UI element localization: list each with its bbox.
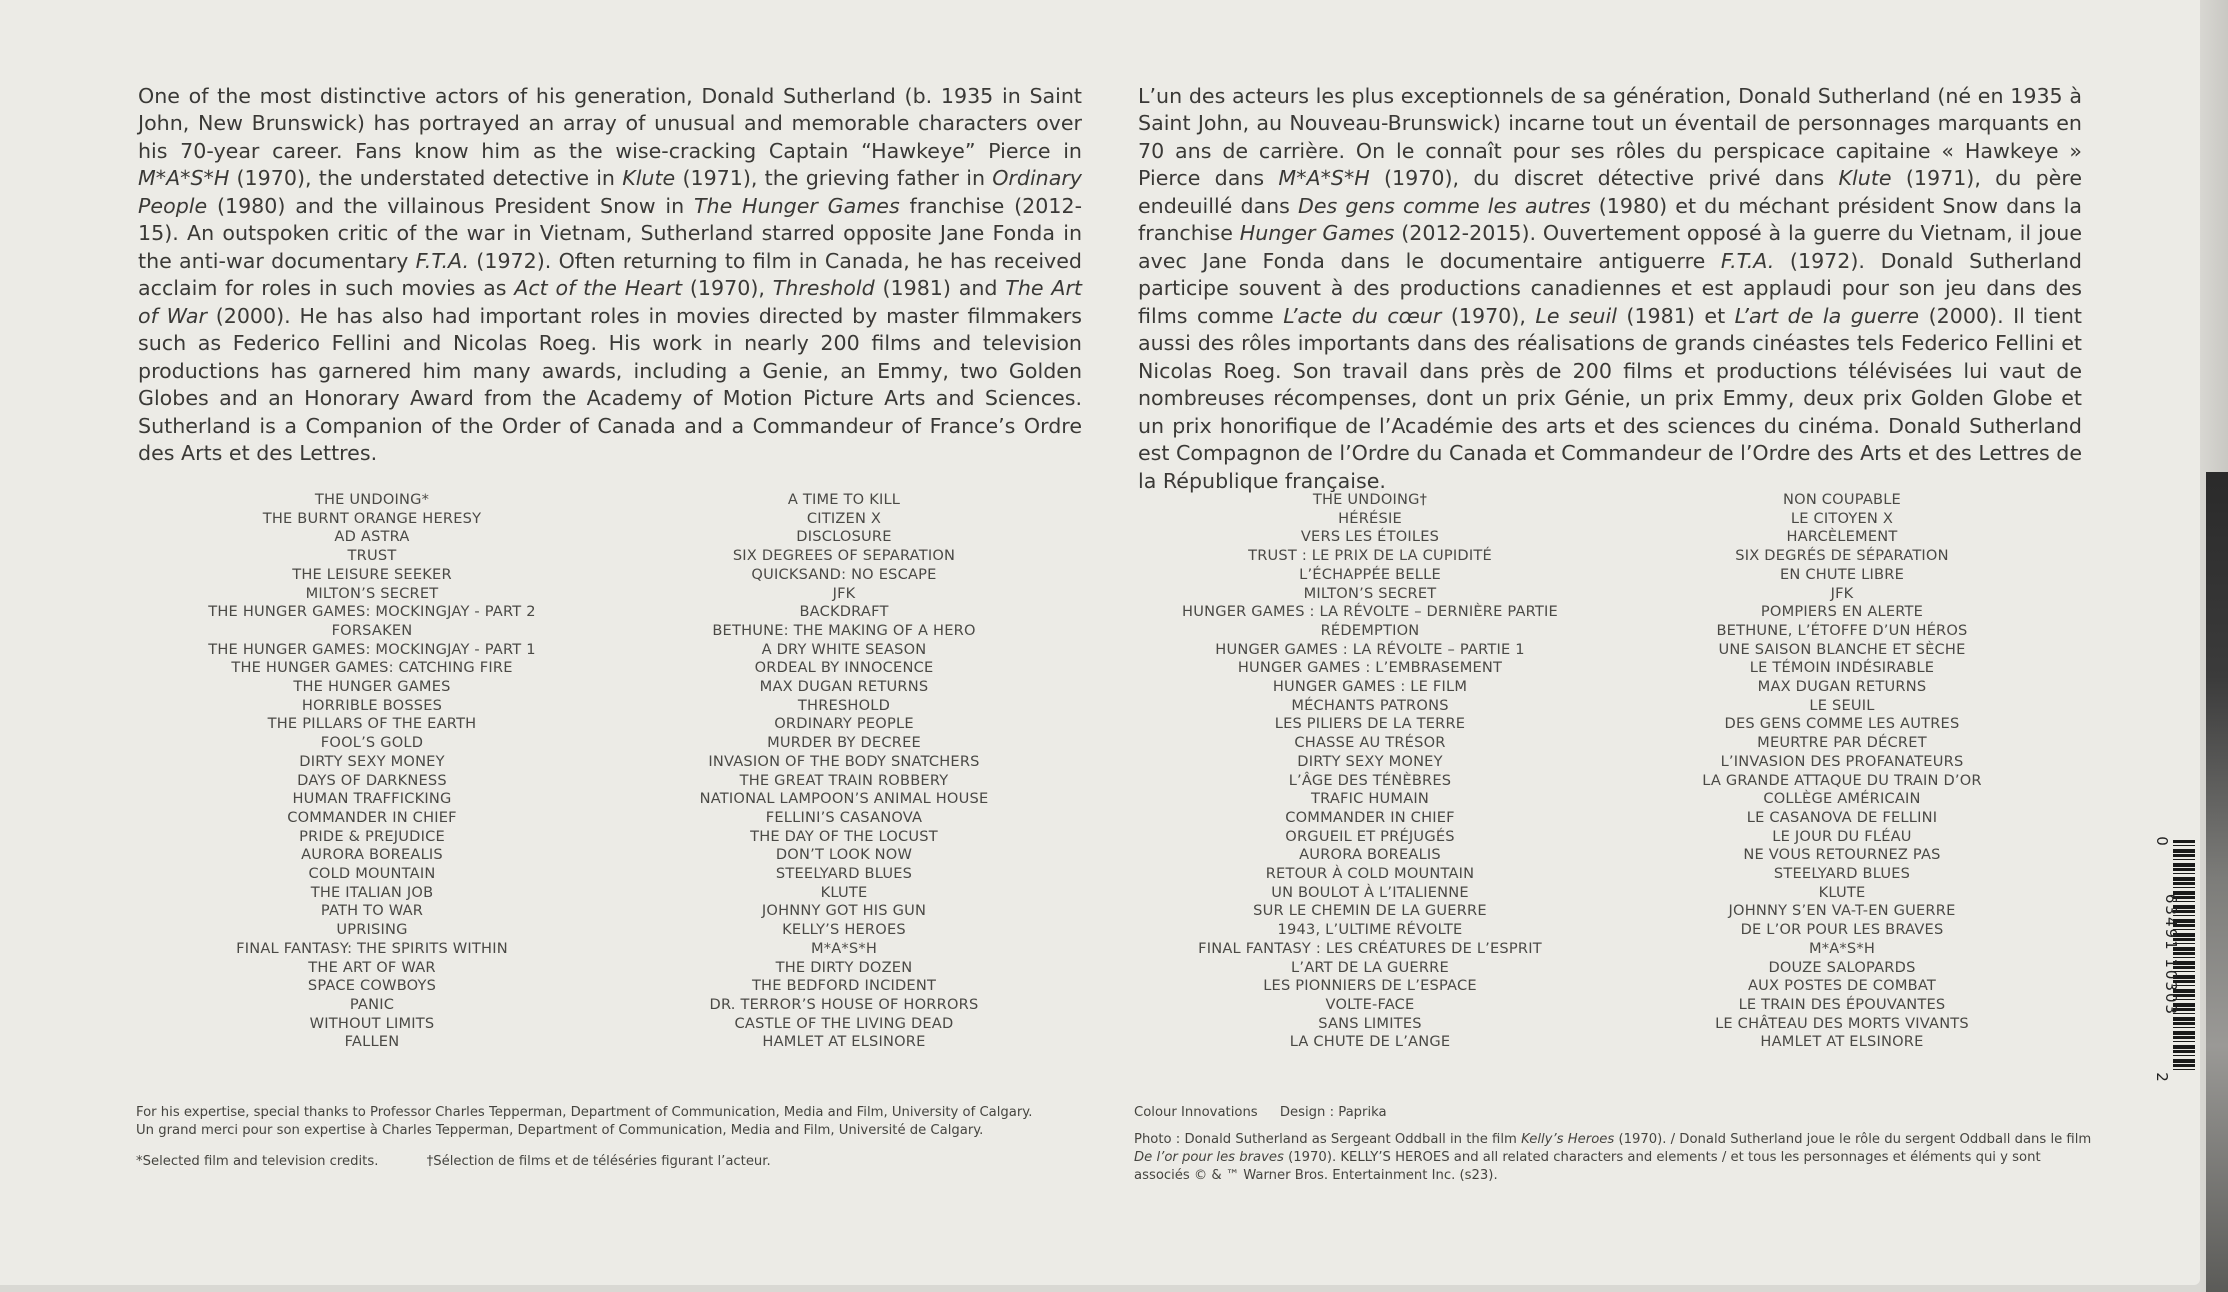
barcode-digits: 63491 10303 (2162, 893, 2180, 1017)
credit-title: BETHUNE, L’ÉTOFFE D’UN HÉROS (1716, 621, 1968, 639)
credit-title: HUNGER GAMES : LE FILM (1272, 678, 1468, 696)
credit-title: NATIONAL LAMPOON’S ANIMAL HOUSE (699, 790, 989, 808)
credit-title: THE PILLARS OF THE EARTH (267, 715, 477, 733)
credit-title: LE TÉMOIN INDÉSIRABLE (1749, 659, 1935, 677)
credit-title: LE TRAIN DES ÉPOUVANTES (1738, 995, 1946, 1013)
credit-title: UPRISING (336, 921, 408, 939)
credit-title: THE BURNT ORANGE HERESY (262, 509, 482, 527)
credit-title: THE HUNGER GAMES: MOCKINGJAY - PART 1 (208, 640, 536, 658)
credit-title: THE ITALIAN JOB (310, 883, 434, 901)
credit-title: HORRIBLE BOSSES (301, 696, 443, 714)
credit-title: TRUST : LE PRIX DE LA CUPIDITÉ (1248, 547, 1492, 565)
credit-title: SPACE COWBOYS (307, 977, 437, 995)
credit-title: AURORA BOREALIS (301, 846, 443, 864)
credit-title: LA GRANDE ATTAQUE DU TRAIN D’OR (1702, 771, 1982, 789)
credit-title: CITIZEN X (806, 509, 882, 527)
barcode-last-digit: 2 (2152, 1072, 2171, 1082)
credit-title: PATH TO WAR (320, 902, 424, 920)
credit-title: WITHOUT LIMITS (309, 1014, 435, 1032)
credit-title: THE ART OF WAR (308, 958, 436, 976)
credit-title: RÉDEMPTION (1320, 621, 1420, 639)
credit-title: HÉRÉSIE (1338, 509, 1402, 527)
credit-title: JOHNNY GOT HIS GUN (761, 902, 927, 920)
credit-title: L’ART DE LA GUERRE (1291, 958, 1449, 976)
credit-title: LES PILIERS DE LA TERRE (1274, 715, 1466, 733)
credit-title: HARCÈLEMENT (1786, 528, 1898, 546)
credit-title: DON’T LOOK NOW (775, 846, 913, 864)
credit-title: COMMANDER IN CHIEF (287, 808, 457, 826)
credit-title: JOHNNY S’EN VA-T-EN GUERRE (1728, 902, 1956, 920)
credit-title: LES PIONNIERS DE L’ESPACE (1263, 977, 1477, 995)
acknowledgement (136, 1104, 1096, 1140)
acknowledgement-en: For his expertise, special thanks to Professor Charles Tepperman, Department of Communication, Media and Film, University of Calgary. (136, 1105, 1033, 1120)
credit-title: LE SEUIL (1809, 696, 1875, 714)
credit-title: LA CHUTE DE L’ANGE (1289, 1033, 1451, 1051)
credit-title: HUMAN TRAFFICKING (292, 790, 452, 808)
credit-title: CHASSE AU TRÉSOR (1294, 734, 1446, 752)
barcode (2152, 830, 2197, 1082)
credit-title: BACKDRAFT (799, 603, 889, 621)
credit-title: SUR LE CHEMIN DE LA GUERRE (1253, 902, 1487, 920)
acknowledgement-fr: Un grand merci pour son expertise à Charles Tepperman, Department of Communication, Media and Film, Université de Calgary. (136, 1123, 984, 1138)
credit-title: UNE SAISON BLANCHE ET SÈCHE (1718, 640, 1966, 658)
credit-title: LE CHÂTEAU DES MORTS VIVANTS (1715, 1014, 1969, 1032)
credit-title: AURORA BOREALIS (1299, 846, 1441, 864)
credit-title: UN BOULOT À L’ITALIENNE (1271, 883, 1469, 901)
credit-title: THE UNDOING* (314, 491, 430, 508)
credit-title: HAMLET AT ELSINORE (1760, 1033, 1924, 1051)
credit-title: A DRY WHITE SEASON (761, 640, 927, 658)
credits-list-en-2 (644, 491, 1044, 1052)
credit-title: CASTLE OF THE LIVING DEAD (734, 1014, 954, 1032)
credit-title: A TIME TO KILL (787, 491, 901, 508)
credit-title: HAMLET AT ELSINORE (762, 1033, 926, 1051)
credit-title: MEURTRE PAR DÉCRET (1757, 734, 1927, 752)
credits-list-fr-2 (1642, 491, 2042, 1052)
credit-title: L’INVASION DES PROFANATEURS (1720, 752, 1964, 770)
credit-title: KELLY’S HEROES (782, 921, 906, 939)
credit-title: DAYS OF DARKNESS (297, 771, 447, 789)
credit-title: FELLINI’S CASANOVA (765, 808, 923, 826)
credit-title: L’ÂGE DES TÉNÈBRES (1288, 771, 1452, 789)
credit-title: THE UNDOING† (1312, 491, 1428, 508)
credit-title: NON COUPABLE (1783, 491, 1901, 508)
credit-title: MAX DUGAN RETURNS (1757, 678, 1927, 696)
credit-title: SIX DEGREES OF SEPARATION (732, 547, 956, 565)
credit-title: THE HUNGER GAMES: MOCKINGJAY - PART 2 (208, 603, 536, 621)
credit-title: ORGUEIL ET PRÉJUGÉS (1285, 827, 1455, 845)
footnotes (136, 1153, 1096, 1171)
credit-title: COMMANDER IN CHIEF (1285, 808, 1455, 826)
credit-title: THE HUNGER GAMES: CATCHING FIRE (231, 659, 513, 677)
credit-title: DIRTY SEXY MONEY (1297, 752, 1443, 770)
credit-title: NE VOUS RETOURNEZ PAS (1743, 846, 1941, 864)
stamp-photo-edge (2206, 472, 2228, 1292)
credit-title: DIRTY SEXY MONEY (299, 752, 445, 770)
credit-title: STEELYARD BLUES (775, 865, 913, 883)
credit-title: STEELYARD BLUES (1773, 865, 1911, 883)
credit-title: COLD MOUNTAIN (308, 865, 436, 883)
credit-title: THE DAY OF THE LOCUST (750, 827, 938, 845)
credit-title: MAX DUGAN RETURNS (759, 678, 929, 696)
credit-title: THE BEDFORD INCIDENT (751, 977, 937, 995)
credit-title: QUICKSAND: NO ESCAPE (751, 565, 937, 583)
credit-title: COLLÈGE AMÉRICAIN (1763, 790, 1921, 808)
credit-title: DR. TERROR’S HOUSE OF HORRORS (709, 995, 979, 1013)
credit-title: INVASION OF THE BODY SNATCHERS (708, 752, 980, 770)
credit-title: FALLEN (344, 1033, 400, 1051)
credit-title: MILTON’S SECRET (1303, 584, 1437, 602)
credit-title: KLUTE (1818, 883, 1866, 901)
credit-title: THRESHOLD (797, 696, 891, 714)
credit-title: RETOUR À COLD MOUNTAIN (1265, 865, 1475, 883)
credit-title: TRUST (347, 547, 397, 565)
bio-english: One of the most distinctive actors of his generation, Donald Sutherland (b. 1935 in Saint John, New Brunswick) has portrayed an array of unusual and memorable characters over his 70-year career. Fans know him as the wise-cracking Captain “Hawkeye” Pierce in M*A*S*H (1970), the understated detective in Klute (1971), the grieving father in Ordinary People (1980) and the villainous President Snow in The Hunger Games franchise (2012-15). An outspoken critic of the war in Vietnam, Sutherland starred opposite Jane Fonda in the anti-war documentary F.T.A. (1972). Often returning to film in Canada, he has received acclaim for roles in such movies as Act of the Heart (1970), Threshold (1981) and The Art of War (2000). He has also had important roles in movies directed by master filmmakers such as Federico Fellini and Nicolas Roeg. His work in nearly 200 films and television productions has garnered him many awards, including a Genie, an Emmy, two Golden Globes and an Honorary Award from the Academy of Motion Picture Arts and Sciences. Sutherland is a Companion of the Order of Canada and a Commandeur of France’s Ordre des Arts et des Lettres. (138, 83, 1082, 466)
credit-title: DE L’OR POUR LES BRAVES (1740, 921, 1944, 939)
credit-title: TRAFIC HUMAIN (1310, 790, 1430, 808)
credit-title: AUX POSTES DE COMBAT (1747, 977, 1937, 995)
footnote-en: *Selected film and television credits. (136, 1154, 379, 1169)
credit-title: EN CHUTE LIBRE (1779, 565, 1904, 583)
credit-title: MÉCHANTS PATRONS (1291, 696, 1449, 714)
credit-title: M*A*S*H (810, 939, 878, 957)
credit-title: DES GENS COMME LES AUTRES (1724, 715, 1960, 733)
credit-title: PANIC (349, 995, 395, 1013)
credit-title: BETHUNE: THE MAKING OF A HERO (712, 621, 976, 639)
printer-credit: Colour Innovations (1134, 1105, 1258, 1120)
credit-title: ORDINARY PEOPLE (774, 715, 914, 733)
credit-title: MILTON’S SECRET (305, 584, 439, 602)
barcode-first-digit: 0 (2152, 836, 2171, 846)
credits-list-fr-1 (1160, 491, 1580, 1052)
credit-title: FORSAKEN (331, 621, 413, 639)
credit-title: JFK (1830, 584, 1854, 602)
credit-title: HUNGER GAMES : LA RÉVOLTE – PARTIE 1 (1215, 640, 1525, 658)
credit-title: FOOL’S GOLD (320, 734, 424, 752)
design-credit: Design : Paprika (1279, 1105, 1387, 1120)
bio-french: L’un des acteurs les plus exceptionnels de sa génération, Donald Sutherland (né en 1935 à Saint John, au Nouveau-Brunswick) incarne tout un éventail de personnages marquants en 70 ans de carrière. On le connaît pour ses rôles du perspicace capitaine « Hawkeye » Pierce dans M*A*S*H (1970), du discret détective privé dans Klute (1971), du père endeuillé dans Des gens comme les autres (1980) et du méchant président Snow dans la franchise Hunger Games (2012-2015). Ouvertement opposé à la guerre du Vietnam, il joue avec Jane Fonda dans le documentaire antiguerre F.T.A. (1972). Donald Sutherland participe souvent à des productions canadiennes et est applaudi pour son jeu dans des films comme L’acte du cœur (1970), Le seuil (1981) et L’art de la guerre (2000). Il tient aussi des rôles importants dans des réalisations de grands cinéastes tels Federico Fellini et Nicolas Roeg. Son travail dans près de 200 films et productions télévisées lui vaut de nombreuses récompenses, dont un prix Génie, un prix Emmy, deux prix Golden Globe et un prix honorifique de l’Académie des arts et des sciences du cinéma. Donald Sutherland est Compagnon de l’Ordre du Canada et Commandeur de l’Ordre des Arts et des Lettres de la République française. (1138, 83, 2083, 493)
credit-title: AD ASTRA (334, 528, 410, 546)
credit-title: PRIDE & PREJUDICE (299, 827, 445, 845)
credit-title: FINAL FANTASY: THE SPIRITS WITHIN (236, 939, 508, 957)
credits-list-en-1 (172, 491, 572, 1052)
credit-title: THE HUNGER GAMES (293, 678, 451, 696)
credit-title: POMPIERS EN ALERTE (1760, 603, 1924, 621)
photo-credit: Photo : Donald Sutherland as Sergeant Oddball in the film Kelly’s Heroes (1970). / Donald Sutherland joue le rôle du sergent Oddball dans le film De l’or pour les braves (1970). KELLY’S HEROES and all related characters and elements / et tous les personnages et éléments qui y sont associés © & ™ Warner Bros. Entertainment Inc. (s23). (1134, 1132, 2092, 1183)
credit-title: KLUTE (820, 883, 868, 901)
credit-title: HUNGER GAMES : L’EMBRASEMENT (1237, 659, 1503, 677)
credit-title: THE DIRTY DOZEN (775, 958, 913, 976)
credit-title: 1943, L’ULTIME RÉVOLTE (1277, 921, 1463, 939)
credit-title: MURDER BY DECREE (767, 734, 921, 752)
footnote-fr: †Sélection de films et de téléséries figurant l’acteur. (426, 1154, 771, 1169)
credit-title: VERS LES ÉTOILES (1300, 528, 1440, 546)
credit-title: SIX DEGRÉS DE SÉPARATION (1735, 547, 1949, 565)
credit-title: M*A*S*H (1808, 939, 1876, 957)
credit-title: SANS LIMITES (1318, 1014, 1422, 1032)
credit-title: DOUZE SALOPARDS (1768, 958, 1916, 976)
credit-title: THE GREAT TRAIN ROBBERY (739, 771, 949, 789)
production-credits (1134, 1104, 1934, 1122)
credit-title: LE JOUR DU FLÉAU (1772, 827, 1912, 845)
credit-title: HUNGER GAMES : LA RÉVOLTE – DERNIÈRE PARTIE (1182, 603, 1558, 621)
credit-title: THE LEISURE SEEKER (292, 565, 452, 583)
credit-title: LE CITOYEN X (1790, 509, 1894, 527)
credit-title: JFK (832, 584, 856, 602)
credit-title: VOLTE-FACE (1325, 995, 1415, 1013)
credit-title: FINAL FANTASY : LES CRÉATURES DE L’ESPRIT (1198, 939, 1542, 957)
credit-title: ORDEAL BY INNOCENCE (754, 659, 934, 677)
credit-title: DISCLOSURE (796, 528, 892, 546)
credit-title: LE CASANOVA DE FELLINI (1746, 808, 1938, 826)
credit-title: L’ÉCHAPPÉE BELLE (1299, 565, 1441, 583)
